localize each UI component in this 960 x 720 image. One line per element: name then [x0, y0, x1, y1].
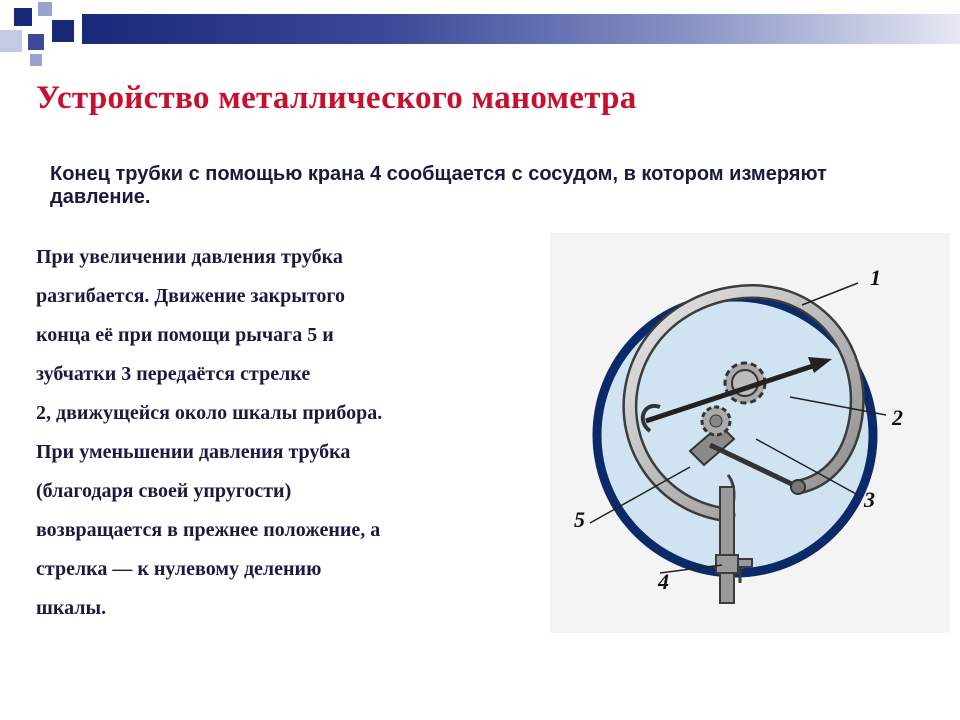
label-2: 2: [892, 405, 903, 430]
body-line: шкалы.: [36, 597, 107, 619]
body-line: конца её при помощи рычага 5 и: [36, 324, 334, 346]
tube-stem: [720, 487, 734, 557]
header-gradient-bar: [82, 14, 960, 44]
subtitle: Конец трубки с помощью крана 4 сообщается с сосудом, в котором измеряют давление.: [50, 163, 827, 208]
decor-square: [28, 34, 44, 50]
decor-square: [14, 8, 32, 26]
decor-square: [30, 54, 42, 66]
label-5: 5: [574, 507, 585, 532]
body-line: 2, движущейся около шкалы прибора.: [36, 402, 383, 424]
decor-square: [38, 2, 52, 16]
valve: [716, 555, 738, 573]
label-4: 4: [658, 569, 669, 594]
body-paragraph: [36, 238, 536, 628]
gear-small: [702, 407, 730, 435]
body-line: разгибается. Движение закрытого: [36, 285, 345, 307]
label-1: 1: [870, 265, 881, 290]
manometer-illustration: [540, 225, 960, 645]
body-line: возвращается в прежнее положение, а: [36, 519, 381, 541]
body-line: (благодаря своей упругости): [36, 480, 292, 502]
page-title: Устройство металлического манометра: [36, 80, 637, 116]
body-line: При увеличении давления трубка: [36, 246, 343, 268]
body-line: При уменьшении давления трубка: [36, 441, 351, 463]
decor-square: [0, 30, 22, 52]
body-line: стрелка — к нулевому делению: [36, 558, 322, 580]
decor-square: [52, 20, 74, 42]
body-line: зубчатки 3 передаётся стрелке: [36, 363, 311, 385]
label-3: 3: [864, 487, 875, 512]
header-decoration: [0, 0, 960, 70]
manometer-diagram: [540, 225, 960, 645]
